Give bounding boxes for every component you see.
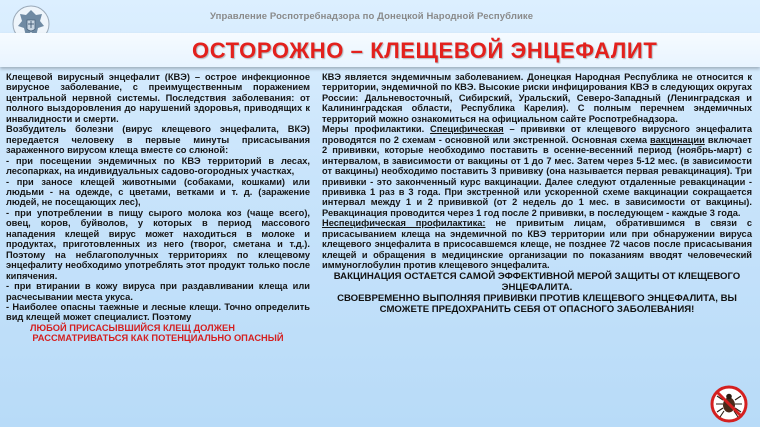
header <box>0 0 760 34</box>
paragraph: - Наиболее опасны таежные и лесные клещи. Точно определить вид клещей может специалист. Поэтому <box>6 301 310 323</box>
paragraph: КВЭ является эндемичным заболеванием. Донецкая Народная Республика не относится к территории, эндемичной по КВЭ. Высокие риски инфицирования КВЭ в следующих округах России: Дальневосточный, Сибирский, Уральский, Северо-Западный (Ленинградская и Калининградская области, Республика Карелия). С полным перечнем эндемичных территорий можно ознакомиться на официальном сайте Роспотребнадзора. <box>322 72 752 124</box>
paragraph: - при втирании в кожу вируса при раздавливании клеща или расчесывании места укуса. <box>6 281 310 302</box>
text-span: – прививки от клещевого вирусного энцефалита проводятся по 2 схемам - основной или экстренной. Основная схема <box>322 124 752 145</box>
nonspecific-label: Неспецифическая профилактика: <box>322 218 486 229</box>
specific-label: Специфическая <box>430 124 504 135</box>
prevention-heading: Меры профилактики. <box>322 124 425 135</box>
right-column <box>322 72 752 315</box>
prevention-paragraph <box>322 124 752 218</box>
paragraph: - при посещении эндемичных по КВЭ территорий в лесах, лесопарках, на индивидуальных садово-огородных участках, <box>6 155 310 177</box>
warning-line-2: РАССМАТРИВАТЬСЯ КАК ПОТЕНЦИАЛЬНО ОПАСНЫЙ <box>32 333 284 344</box>
organization-name: Управление Роспотребнадзора по Донецкой Народной Республике <box>210 11 534 22</box>
warning-line-1: ЛЮБОЙ ПРИСАСЫВШИЙСЯ КЛЕЩ ДОЛЖЕН <box>30 322 235 333</box>
page-title: ОСТОРОЖНО – КЛЕЩЕВОЙ ЭНЦЕФАЛИТ <box>192 38 658 63</box>
vaccination-note: ВАКЦИНАЦИЯ ОСТАЕТСЯ САМОЙ ЭФФЕКТИВНОЙ МЕРОЙ ЗАЩИТЫ ОТ КЛЕЩЕВОГО ЭНЦЕФАЛИТА. <box>333 270 741 293</box>
paragraph: Возбудитель болезни (вирус клещевого энцефалита, ВКЭ) передается человеку в первые минуты присасывания зараженного вирусом клеща вместе со слюной: <box>6 124 310 156</box>
left-column <box>6 72 310 344</box>
paragraph: - при употреблении в пищу сырого молока коз (чаще всего), овец, коров, буйволов, у которых в период массового нападения клещей вирус может находиться в молоке и продуктах, приготовленных из него (творог, сметана и т.д.). Поэтому на неблагополучных территориях по клещевому энцефалиту необходимо употреблять этот продукт только после кипячения. <box>6 207 310 281</box>
paragraph: Клещевой вирусный энцефалит (КВЭ) – острое инфекционное вирусное заболевание, с преимущественным поражением центральной нервной системы. Последствия заболевания: от полного выздоровления до нарушений здоровья, приводящих к инвалидности и смерти. <box>6 72 310 124</box>
vaccination-label: вакцинации <box>650 134 705 145</box>
paragraph: - при заносе клещей животными (собаками, кошками) или людьми - на одежде, с цветами, ветками и т. д. (заражение людей, не посещающих лес), <box>6 176 310 208</box>
timely-vaccination-note: СВОЕВРЕМЕННО ВЫПОЛНЯЯ ПРИВИВКИ ПРОТИВ КЛЕЩЕВОГО ЭНЦЕФАЛИТА, ВЫ СМОЖЕТЕ ПРЕДОХРАНИТЬ СЕБЯ ОТ ОПАСНОГО ЗАБОЛЕВАНИЯ! <box>337 292 737 315</box>
text-span: не привитым лицам, обратившимся в связи с присасыванием клеща на эндемичной по КВЭ территории или при обнаружении вируса клещевого энцефалита в присосавшемся клеще, не позднее 72 часов после присасывания клещей и обращения в медицинские организации по показаниям вводят человеческий иммуноглобулин против клещевого энцефалита. <box>322 218 752 271</box>
nonspecific-paragraph <box>322 218 752 270</box>
no-tick-icon <box>707 384 751 424</box>
text-span: включает 2 прививки, которые необходимо поставить в осенне-весенний период (ноябрь-март) с интервалом, в зависимости от вакцины от 1 до 7 мес. Затем через 5-12 мес. (в зависимости от вакцины) необходимо поставить 3 прививку (она называется первая ревакцинация). Три прививки - это законченный курс вакцинации. Далее следуют отдаленные ревакцинации - прививка 1 раз в 3 года. При экстренной или ускоренной схеме вакцинации сокращается интервал между 1 и 2 прививкой (от 2 недель до 1 мес. в зависимости от вакцины). Ревакцинация проводится через 1 год после 2 прививки, в последующем - каждые 3 года. <box>322 134 752 218</box>
